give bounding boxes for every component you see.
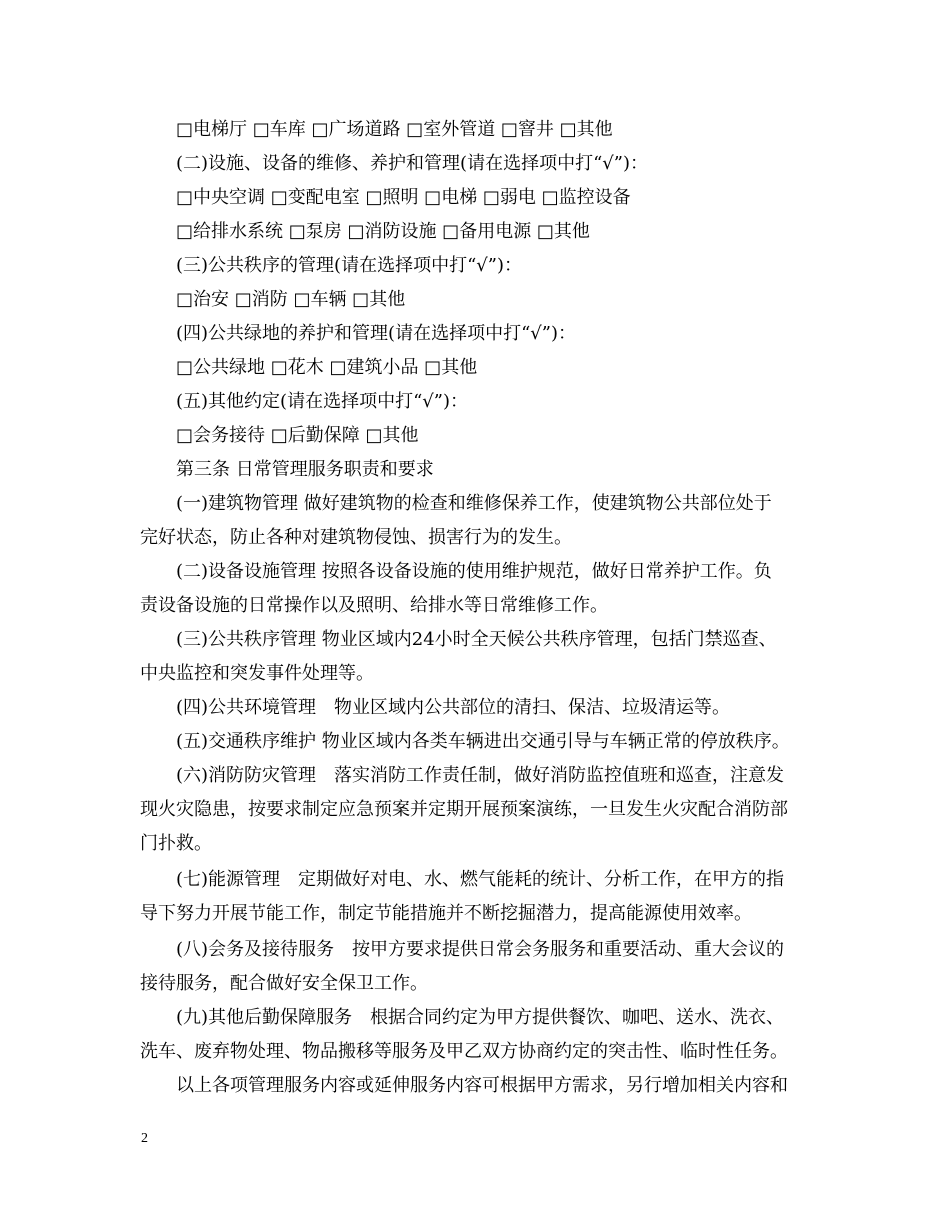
paragraph-meeting-line-2: 接待服务，配合做好安全保卫工作。 xyxy=(140,973,428,994)
section-heading-facilities: (二)设施、设备的维修、养护和管理(请在选择项中打“√”)： xyxy=(176,153,648,174)
checkbox-line-areas: □电梯厅 □车库 □广场道路 □室外管道 □窨井 □其他 xyxy=(176,119,613,140)
paragraph-logistics-line-1: (九)其他后勤保障服务 根据合同约定为甲方提供餐饮、咖吧、送水、洗衣、 xyxy=(176,1007,785,1028)
paragraph-environment: (四)公共环境管理 物业区域内公共部位的清扫、保洁、垃圾清运等。 xyxy=(176,697,731,718)
paragraph-equipment-line-1: (二)设备设施管理 按照各设备设施的使用维护规范，做好日常养护工作。负 xyxy=(176,561,772,582)
paragraph-building-line-2: 完好状态，防止各种对建筑物侵蚀、损害行为的发生。 xyxy=(140,527,572,548)
paragraph-order-line-1: (三)公共秩序管理 物业区域内24小时全天候公共秩序管理，包括门禁巡查、 xyxy=(176,629,777,650)
paragraph-fire-line-1: (六)消防防灾管理 落实消防工作责任制，做好消防监控值班和巡查，注意发 xyxy=(176,765,785,786)
section-heading-public-order: (三)公共秩序的管理(请在选择项中打“√”)： xyxy=(176,255,522,276)
paragraph-energy-line-2: 导下努力开展节能工作，制定节能措施并不断挖掘潜力，提高能源使用效率。 xyxy=(140,903,752,924)
page-number: 2 xyxy=(141,1131,148,1146)
paragraph-fire-line-3: 门扑救。 xyxy=(140,833,212,854)
checkbox-line-equipment-2: □给排水系统 □泵房 □消防设施 □备用电源 □其他 xyxy=(176,221,590,242)
paragraph-meeting-line-1: (八)会务及接待服务 按甲方要求提供日常会务服务和重要活动、重大会议的 xyxy=(176,939,785,960)
checkbox-line-other: □会务接待 □后勤保障 □其他 xyxy=(176,425,419,446)
section-heading-green-space: (四)公共绿地的养护和管理(请在选择项中打“√”)： xyxy=(176,323,576,344)
paragraph-building-line-1: (一)建筑物管理 做好建筑物的检查和维修保养工作，使建筑物公共部位处于 xyxy=(176,493,772,514)
paragraph-order-line-2: 中央监控和突发事件处理等。 xyxy=(140,663,374,684)
paragraph-fire-line-2: 现火灾隐患，按要求制定应急预案并定期开展预案演练，一旦发生火灾配合消防部 xyxy=(140,799,788,820)
article-heading: 第三条 日常管理服务职责和要求 xyxy=(176,459,434,480)
checkbox-line-equipment-1: □中央空调 □变配电室 □照明 □电梯 □弱电 □监控设备 xyxy=(176,187,631,208)
paragraph-equipment-line-2: 责设备设施的日常操作以及照明、给排水等日常维修工作。 xyxy=(140,595,608,616)
paragraph-logistics-line-2: 洗车、废弃物处理、物品搬移等服务及甲乙双方协商约定的突击性、临时性任务。 xyxy=(140,1041,788,1062)
checkbox-line-public-order: □治安 □消防 □车辆 □其他 xyxy=(176,289,406,310)
paragraph-traffic: (五)交通秩序维护 物业区域内各类车辆进出交通引导与车辆正常的停放秩序。 xyxy=(176,731,790,752)
paragraph-energy-line-1: (七)能源管理 定期做好对电、水、燃气能耗的统计、分析工作，在甲方的指 xyxy=(176,869,785,890)
checkbox-line-green-space: □公共绿地 □花木 □建筑小品 □其他 xyxy=(176,357,478,378)
section-heading-other: (五)其他约定(请在选择项中打“√”)： xyxy=(176,391,468,412)
paragraph-summary-line-1: 以上各项管理服务内容或延伸服务内容可根据甲方需求，另行增加相关内容和 xyxy=(176,1075,788,1096)
